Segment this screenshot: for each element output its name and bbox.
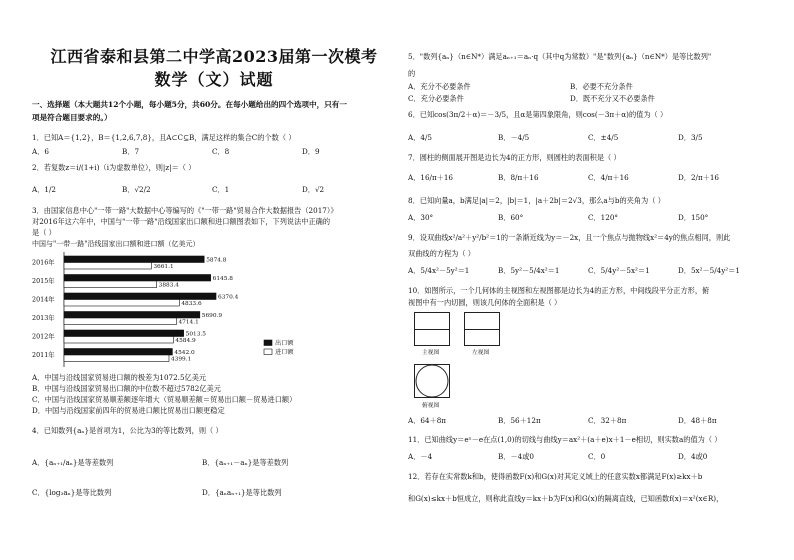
chart-value-label: 5013.5 (185, 331, 206, 338)
chart-legend-label: 出口额 (275, 340, 294, 347)
option-d[interactable]: D．48＋8π (678, 416, 717, 425)
chart-category-label: 2012年 (32, 332, 55, 341)
section-heading-cont: 项是符合题目要求的。） (32, 113, 112, 122)
question-9-stem-2: 双曲线的方程为（ ） (408, 249, 475, 258)
option-b[interactable]: B．{aₙ₊₁－aₙ}是等差数列 (202, 458, 289, 467)
option-c[interactable]: C．120° (588, 213, 618, 222)
question-5-stem-1: 5．"数列{aₙ}（n∈N*）满足aₙ₊₁＝aₙ·q（其中q为常数）"是"数列{aₙ}（n∈N*）是等比数列" (408, 52, 712, 61)
chart-category-label: 2013年 (32, 314, 55, 322)
chart-bar (64, 275, 211, 282)
question-7-options (408, 173, 774, 182)
option-c[interactable]: C．充分必要条件 (408, 94, 464, 103)
right-column (408, 0, 774, 560)
chart-value-label: 4399.1 (170, 356, 192, 363)
question-3-option-b[interactable]: B．中国与沿线国家贸易出口额的中位数不超过5782亿美元 (32, 384, 221, 393)
option-b[interactable]: B．7 (122, 147, 140, 156)
option-d[interactable]: D．√2 (302, 185, 325, 194)
question-5-options-row2 (408, 94, 774, 103)
chart-value-label: 4833.6 (181, 301, 202, 307)
chart-value-label: 6145.8 (212, 276, 233, 282)
option-c[interactable]: C．0 (588, 452, 606, 461)
chart-bar (64, 263, 151, 270)
option-b[interactable]: B．必要不充分条件 (570, 82, 633, 91)
option-a[interactable]: A．－4 (408, 452, 433, 461)
option-a[interactable]: A．充分不必要条件 (408, 82, 471, 91)
chart-value-label: 4714.1 (178, 319, 199, 326)
chart-value-label: 4542.0 (174, 350, 195, 356)
chart-value-label: 6370.4 (218, 294, 239, 301)
option-d[interactable]: D．{aₙaₙ₊₁}是等比数列 (202, 488, 282, 497)
chart-category-label: 2015年 (32, 277, 55, 285)
option-b[interactable]: B．56＋12π (498, 416, 541, 425)
chart-bar (64, 312, 200, 319)
chart-bar (64, 256, 204, 263)
question-7-stem: 7．圆柱的侧面展开图是边长为4的正方形，则圆柱的表面积是（ ） (408, 153, 621, 162)
option-c[interactable]: C．4/π＋16 (588, 173, 629, 182)
question-4-options-row2 (32, 488, 396, 497)
chart-title: 中国与"一带一路"沿线国家出口额和进口额（亿美元） (32, 240, 200, 248)
question-3-stem-3: 是（ ） (32, 228, 56, 237)
chart-bar (64, 337, 173, 344)
option-c[interactable]: C．5/4y²－5x²＝1 (588, 266, 650, 275)
side-view-caption: 左视图 (472, 350, 490, 356)
chart-category-label: 2016年 (32, 258, 55, 267)
chart-value-label: 4584.9 (175, 338, 196, 344)
chart-legend-label: 进口额 (275, 349, 294, 356)
chart-bar (64, 349, 172, 356)
question-6-stem: 6．已知cos(3π/2＋α)＝－3/5，且α是第四象限角，则cos(－3π＋α)的值为（ ） (408, 110, 668, 119)
chart-value-label: 5690.9 (201, 313, 223, 319)
option-a[interactable]: A．5/4x²－5y²＝1 (408, 266, 470, 275)
option-b[interactable]: B．5y²－5/4x²＝1 (498, 266, 560, 275)
question-11-stem: 11．已知曲线y＝eˣ－e在点(1,0)的切线与曲线y＝ax²＋(a＋e)x＋1－e相切，则实数a的值为（ ） (408, 435, 722, 444)
option-c[interactable]: C．1 (212, 185, 230, 194)
chart-bar (64, 293, 216, 300)
exam-title: 江西省泰和县第二中学高2023届第一次模考 (50, 47, 378, 66)
question-1-stem: 1．已知A＝{1,2}，B＝{1,2,6,7,8}，且A⊂C⊆B，满足这样的集合C的个数（ ） (32, 133, 296, 142)
option-d[interactable]: D．4或0 (678, 452, 708, 461)
question-4-stem: 4．已知数列{aₙ}是首项为1，公比为3的等比数列，则（ ） (32, 426, 223, 435)
question-9-stem-1: 9．设双曲线x²/a²＋y²/b²＝1的一条渐近线为y＝－2x，且一个焦点与抛物线x²＝4y的焦点相同，则此 (408, 233, 731, 242)
question-4-options-row1 (32, 458, 396, 467)
question-3-option-d[interactable]: D．中国与沿线国家前四年的贸易进口额比贸易出口额更稳定 (32, 406, 225, 415)
question-3-stem-1: 3．由国家信息中心"一带一路"大数据中心等编写的《"一带一路"贸易合作大数据报告（2017）》 (32, 206, 338, 215)
front-view-caption: 主视图 (422, 350, 440, 356)
chart-bar (64, 318, 176, 325)
option-b[interactable]: B．60° (498, 213, 524, 222)
inscribed-circle-icon (414, 364, 450, 398)
chart-legend-swatch (264, 340, 272, 346)
chart-legend-swatch (264, 349, 272, 355)
side-view (464, 312, 500, 346)
option-d[interactable]: D．既不充分又不必要条件 (570, 94, 655, 103)
option-c[interactable]: C．32＋8π (588, 416, 627, 425)
question-2-options (32, 185, 396, 194)
question-10-options (408, 416, 774, 425)
question-2-stem: 2．若复数z＝i/(1+i)（i为虚数单位），则|z|＝（ ） (32, 163, 196, 172)
question-8-stem: 8．已知向量a，b满足|a|＝2，|b|＝1，|a＋2b|＝2√3，那么a与b的夹角为（ ） (408, 196, 665, 205)
question-11-options (408, 452, 774, 461)
option-a[interactable]: A．30° (408, 213, 434, 222)
question-3-option-c[interactable]: C．中国与沿线国家贸易顺差额逐年增大（贸易顺差额＝贸易出口额－贸易进口额） (32, 395, 297, 404)
option-a[interactable]: A．4/5 (408, 133, 432, 142)
option-d[interactable]: D．150° (678, 213, 709, 222)
chart-category-label: 2011年 (32, 351, 55, 359)
question-3-stem-2: 对2016年这六年中，中国与"一带一路"沿线国家出口额和进口额图表如下，下列说法中正确的 (32, 217, 331, 226)
chart-category-label: 2014年 (32, 295, 55, 304)
option-c[interactable]: C．8 (212, 147, 230, 156)
chart-bar (64, 281, 157, 288)
question-12-stem-2: 和G(x)≤kx＋b恒成立，则称此直线y＝kx＋b为F(x)和G(x)的隔离直线，已知函数f(x)＝x²(x∈R)， (408, 494, 724, 503)
option-b[interactable]: B．－4或0 (498, 452, 534, 461)
question-5-options-row1 (408, 82, 774, 91)
option-a[interactable]: A．6 (32, 147, 49, 156)
option-a[interactable]: A．1/2 (32, 185, 56, 194)
left-column (32, 0, 396, 560)
option-d[interactable]: D．5x²－5/4y²＝1 (678, 266, 740, 275)
chart-bar (64, 355, 169, 362)
question-6-options (408, 133, 774, 142)
top-view-caption: 俯视图 (422, 403, 440, 409)
option-c[interactable]: C．{log₃aₙ}是等比数列 (32, 488, 112, 497)
option-d[interactable]: D．3/5 (678, 133, 703, 142)
option-b[interactable]: B．8/π＋16 (498, 173, 539, 182)
question-10-stem-1: 10．如图所示，一个几何体的主视图和左视图都是边长为4的正方形，中间线段平分正方形，俯 (408, 286, 710, 295)
option-a[interactable]: A．16/π＋16 (408, 173, 454, 182)
exam-subtitle: 数学（文）试题 (154, 70, 274, 89)
section-heading: 一、选择题（本大题共12个小题，每小题5分，共60分。在每小题给出的四个选项中，只有一 (32, 100, 347, 109)
question-8-options (408, 213, 774, 222)
question-10-stem-2: 视图中有一内切圆，则该几何体的全面积是（ ） (408, 298, 562, 307)
question-12-stem-1: 12．若存在实常数k和b，使得函数F(x)和G(x)对其定义域上的任意实数x都满足F(x)≥kx＋b (408, 472, 703, 481)
chart-bar (64, 330, 184, 337)
chart-value-label: 3661.1 (153, 264, 174, 270)
option-b[interactable]: B．－4/5 (498, 133, 530, 142)
option-a[interactable]: A．64＋8π (408, 416, 447, 425)
option-d[interactable]: D．2/π＋16 (678, 173, 720, 182)
bar-chart (32, 252, 332, 370)
bar-chart-svg (32, 252, 332, 370)
question-1-options (32, 147, 396, 156)
option-c[interactable]: C．±4/5 (588, 133, 619, 142)
option-d[interactable]: D．9 (302, 147, 320, 156)
option-a[interactable]: A．{aₙ₊₁/aₙ}是等差数列 (32, 458, 114, 467)
question-9-options (408, 266, 774, 275)
chart-bar (64, 300, 179, 307)
chart-value-label: 5874.8 (206, 257, 227, 264)
question-3-option-a[interactable]: A．中国与沿线国家贸易进口额的极差为1072.5亿美元 (32, 373, 207, 382)
option-b[interactable]: B．√2/2 (122, 185, 151, 194)
chart-value-label: 3883.4 (158, 282, 179, 289)
top-view (414, 364, 450, 398)
front-view (414, 312, 450, 346)
question-5-stem-2: 的 (408, 69, 416, 78)
